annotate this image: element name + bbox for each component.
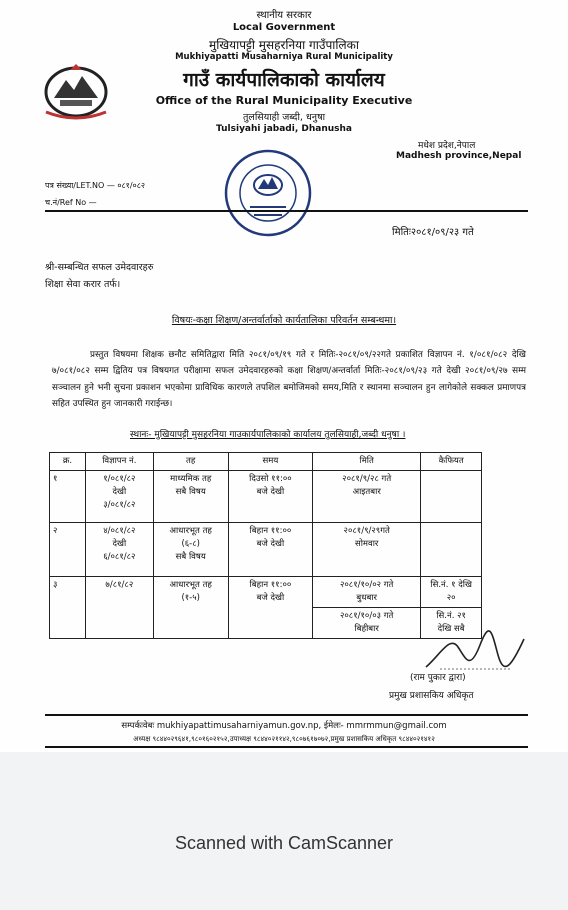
col-header-time: समय (228, 453, 312, 471)
local-government-en: Local Government (232, 22, 336, 33)
cell-time: दिउसो ११:०० बजे देखी (228, 471, 312, 523)
cell-remark: सि.नं. २१ देखि सबै (421, 608, 482, 639)
col-header-level: तह (153, 453, 228, 471)
footer-phones: अध्यक्ष ९८४४०२९६४१,९८०१६०२१५२,उपाध्यक्ष ९८४४०२११४२,९८०७६१७०७२,प्रमुख प्रशासकिय अधिकृत ९८४४०२१४१२ (133, 735, 435, 743)
table-row (50, 523, 482, 577)
cell-sn: २ (50, 523, 86, 577)
cell-advertisement: ७/८१/८२ (86, 577, 154, 639)
cell-advertisement: ४/०८१/८२ देखी ६/०८१/८२ (86, 523, 154, 577)
col-header-sn: क्र. (50, 453, 86, 471)
table-row (50, 577, 482, 608)
recipient-line-2: शिक्षा सेवा करार तर्फ। (45, 279, 121, 290)
signatory-title: प्रमुख प्रशासकिय अधिकृत (389, 691, 474, 701)
cell-remark: सि.नं. १ देखि २० (421, 577, 482, 608)
col-header-remark: कैफियत (421, 453, 482, 471)
recipient-line-1: श्री-सम्बन्धित सफल उमेदवारहरु (45, 262, 154, 273)
local-government-np: स्थानीय सरकार (256, 10, 312, 21)
province-np: मधेश प्रदेश,नेपाल (418, 141, 476, 151)
cell-time: बिहान ११:०० बजे देखी (228, 523, 312, 577)
cell-level: आधारभूत तह (१-५) (153, 577, 228, 639)
scanner-watermark-band (0, 752, 568, 910)
footer-divider-top (45, 714, 528, 716)
province-en: Madhesh province,Nepal (396, 151, 522, 161)
office-name-np: गाउँ कार्यपालिकाको कार्यालय (183, 69, 385, 91)
col-header-date: मिति (313, 453, 421, 471)
cell-remark (421, 523, 482, 577)
schedule-table (49, 452, 482, 639)
cell-sn: १ (50, 471, 86, 523)
table-header-row (50, 453, 482, 471)
footer-divider-bottom (45, 746, 528, 748)
cell-remark (421, 471, 482, 523)
address-en: Tulsiyahi jabadi, Dhanusha (215, 124, 352, 134)
cell-time: बिहान ११:०० बजे देखी (228, 577, 312, 639)
subject-line: विषयः-कक्षा शिक्षण/अन्तर्वार्ताको कार्यतालिका परिवर्तन सम्बन्धमा। (171, 315, 397, 326)
municipality-name-en: Mukhiyapatti Musaharniya Rural Municipality (175, 52, 393, 62)
cell-date: २०८१/१०/०२ गते बुधबार (313, 577, 421, 608)
cell-date: २०८१/९/२८ गते आइतबार (313, 471, 421, 523)
cell-level: आधारभूत तह (६-८) सबै विषय (153, 523, 228, 577)
scanner-label: Scanned with CamScanner (174, 833, 394, 853)
cell-level: माध्यमिक तह सबै विषय (153, 471, 228, 523)
header-divider (45, 210, 528, 212)
letter-date: मितिः२०८१/०९/२३ गते (392, 227, 474, 238)
office-stamp-icon (220, 145, 316, 241)
cell-date: २०८१/९/२९गते सोमवार (313, 523, 421, 577)
cell-sn: ३ (50, 577, 86, 639)
address-np: तुलसियाही जब्दी, धनुषा (242, 112, 326, 123)
cell-advertisement: १/०८१/८२ देखी ३/०८१/८२ (86, 471, 154, 523)
cell-date: २०८१/१०/०३ गते बिहीबार (313, 608, 421, 639)
signatory-name: (राम पुकार द्वारा) (410, 673, 466, 683)
reference-number: च.नं/Ref No — (45, 198, 97, 207)
footer-contact: सम्पर्कःवेबः mukhiyapattimusaharniyamun.gov.np, ईमेलः- mmrmmun@gmail.com (121, 721, 447, 731)
letter-number: पत्र संख्या/LET.NO — ०८१/०८२ (45, 181, 146, 190)
col-header-advertisement: विज्ञापन नं. (86, 453, 154, 471)
body-paragraph: प्रस्तुत विषयमा शिक्षक छनौट समितिद्वारा मिति २०८१/०९/१९ गते र मितिः-२०८१/०९/२२गते प्रकाशित विज्ञापन नं. १/०८१/०८२ देखि ७/०८१/०८२ सम्म द्वितिय पत्र विषयगत परीक्षामा सफल उमेदवारहरुको कक्षा शिक्षण/अन्तर्वार्ता मितिः-२०८१/०९/२३ गते देखी २०८१/०९/२७ सम्म सञ्चालन हुने भनी सुचना प्रकाशन भएकोमा प्राविधिक कारणले तपशिल बमोजिमको समय,मिति र स्थानमा सञ्चालन हुन लागेकोले सक्कल प्रमाणपत्र सहित उपस्थित हुन जानकारी गराईन्छ। (52, 350, 526, 410)
office-name-en: Office of the Rural Municipality Executive (155, 94, 413, 107)
venue-line: स्थानः- मुखियापट्टी मुसहरनिया गाउकार्यपालिकाको कार्यालय तुलसियाही,जब्दी धनुषा । (130, 430, 406, 440)
table-row (50, 471, 482, 523)
municipality-name-np: मुखियापट्टी मुसहरनिया गाउँपालिका (209, 38, 359, 52)
